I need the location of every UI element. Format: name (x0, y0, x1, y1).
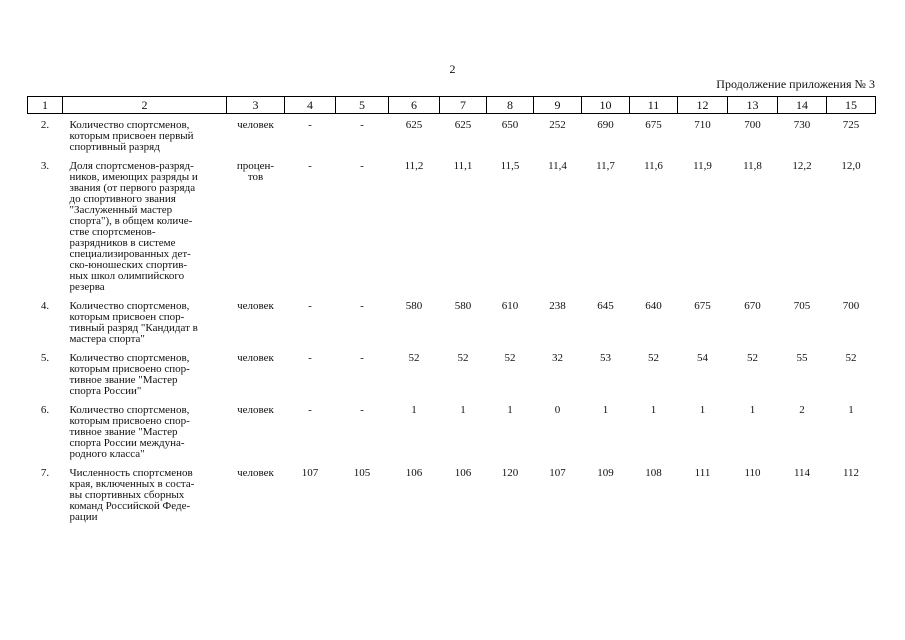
table-row (28, 397, 876, 460)
indicator-name-line: разрядников в системе (69, 237, 176, 249)
indicator-name-line: родного класса" (69, 448, 145, 460)
indicator-name-line: "Заслуженный мастер (69, 204, 173, 216)
value-cell: 54 (697, 352, 708, 364)
value-cell: 12,2 (792, 160, 812, 172)
value-cell: 52 (457, 352, 469, 364)
row-number: 2. (40, 119, 50, 131)
indicator-name-line: стве спортсменов- (69, 226, 156, 238)
value-cell: 107 (301, 467, 319, 479)
value-cell: 700 (842, 300, 860, 312)
value-cell: 1 (650, 404, 657, 416)
unit-of-measure (227, 345, 285, 397)
column-header: 13 (728, 97, 778, 114)
indicator-name-line: которым присвоен первый (69, 130, 194, 142)
value-cell: 55 (796, 352, 808, 364)
value-cell: 705 (793, 300, 811, 312)
value-cell: - (308, 300, 312, 312)
value-cell: 12,0 (841, 160, 861, 172)
value-cell: 52 (747, 352, 758, 364)
table-row (28, 153, 876, 293)
column-header: 10 (582, 97, 630, 114)
value-cell: 11,4 (548, 160, 567, 172)
column-header: 6 (389, 97, 440, 114)
indicator-name (63, 153, 227, 293)
value-cell: 710 (694, 119, 711, 131)
value-cell: 580 (405, 300, 423, 312)
row-number: 5. (40, 352, 50, 364)
page-number: 2 (449, 62, 456, 76)
value-cell: 105 (353, 467, 371, 479)
appendix-table (27, 96, 876, 523)
indicator-name-line: звания (от первого разряда (69, 182, 196, 194)
column-header: 11 (630, 97, 678, 114)
value-cell: - (360, 119, 364, 131)
value-cell: 52 (504, 352, 516, 364)
column-header: 4 (285, 97, 336, 114)
value-cell: - (360, 300, 364, 312)
value-cell: 252 (549, 119, 566, 131)
indicator-name-line: команд Российской Феде- (69, 500, 191, 512)
value-cell: 610 (501, 300, 519, 312)
indicator-name-line: резерва (69, 281, 105, 293)
column-header: 15 (827, 97, 876, 114)
unit-line: человек (237, 119, 274, 131)
value-cell: 11,1 (453, 160, 473, 172)
value-cell: 640 (645, 300, 662, 312)
value-cell: 11,6 (644, 160, 663, 172)
value-cell: 32 (552, 352, 563, 364)
unit-line: человек (237, 352, 274, 364)
value-cell: 238 (549, 300, 566, 312)
indicator-name (63, 460, 227, 523)
value-cell: 1 (848, 404, 854, 416)
value-cell: 52 (408, 352, 420, 364)
value-cell: 625 (454, 119, 472, 131)
value-cell: 0 (554, 404, 561, 416)
indicator-name-line: тивный разряд "Кандидат в (69, 322, 198, 334)
indicator-name (63, 397, 227, 460)
value-cell: - (308, 352, 312, 364)
indicator-name-line: Численность спортсменов (69, 467, 193, 479)
value-cell: 11,5 (500, 160, 520, 172)
value-cell: - (308, 404, 312, 416)
indicator-name-line: Количество спортсменов, (69, 404, 190, 416)
indicator-name-line: которым присвоен спор- (69, 311, 185, 323)
indicator-name-line: Количество спортсменов, (69, 352, 190, 364)
indicator-name-line: тивное звание "Мастер (69, 426, 178, 438)
value-cell: 1 (411, 404, 417, 416)
unit-line: человек (237, 404, 274, 416)
indicator-name-line: спортивный разряд (69, 141, 160, 153)
column-header: 1 (28, 97, 63, 114)
unit-of-measure (227, 153, 285, 293)
value-cell: - (360, 352, 364, 364)
value-cell: 580 (454, 300, 472, 312)
value-cell: 109 (597, 467, 614, 479)
unit-line: человек (237, 300, 274, 312)
indicator-name (63, 293, 227, 345)
column-number-header-row (28, 97, 876, 114)
appendix-continuation-label: Продолжение приложения № 3 (716, 77, 875, 91)
value-cell: 700 (744, 119, 761, 131)
value-cell: 1 (699, 404, 706, 416)
value-cell: 650 (501, 119, 519, 131)
table-row (28, 293, 876, 345)
table-row (28, 345, 876, 397)
unit-of-measure (227, 460, 285, 523)
indicator-name-line: ско-юношеских спортив- (69, 259, 188, 271)
value-cell: 108 (645, 467, 662, 479)
unit-line: человек (237, 467, 274, 479)
value-cell: - (308, 119, 312, 131)
indicator-name-line: специализированных дет- (69, 248, 191, 260)
unit-of-measure (227, 293, 285, 345)
value-cell: 11,9 (693, 160, 712, 172)
value-cell: 52 (648, 352, 659, 364)
unit-line: процен- (236, 160, 275, 172)
indicator-name-line: Количество спортсменов, (69, 119, 190, 131)
value-cell: - (360, 404, 364, 416)
table-row (28, 114, 876, 154)
indicator-name-line: ников, имеющих разряды и (69, 171, 198, 183)
value-cell: 106 (405, 467, 423, 479)
unit-line: тов (247, 171, 264, 183)
value-cell: 53 (600, 352, 611, 364)
indicator-name-line: Количество спортсменов, (69, 300, 190, 312)
indicator-name-line: которым присвоено спор- (69, 363, 190, 375)
column-header: 7 (440, 97, 487, 114)
column-header: 12 (678, 97, 728, 114)
indicator-name-line: ных школ олимпийского (69, 270, 185, 282)
value-cell: 106 (454, 467, 472, 479)
value-cell: 120 (501, 467, 519, 479)
indicator-name-line: рации (69, 511, 98, 523)
value-cell: 52 (845, 352, 857, 364)
value-cell: 675 (694, 300, 711, 312)
indicator-name-line: спорта России" (69, 385, 142, 397)
value-cell: 107 (549, 467, 566, 479)
value-cell: - (308, 160, 312, 172)
value-cell: - (360, 160, 364, 172)
unit-of-measure (227, 114, 285, 154)
value-cell: 675 (645, 119, 662, 131)
column-header: 8 (487, 97, 534, 114)
column-header: 2 (63, 97, 227, 114)
value-cell: 725 (842, 119, 860, 131)
indicator-name-line: Доля спортсменов-разряд- (69, 160, 194, 172)
indicator-name (63, 114, 227, 154)
value-cell: 11,8 (743, 160, 762, 172)
value-cell: 2 (799, 404, 805, 416)
value-cell: 645 (597, 300, 614, 312)
column-header: 14 (778, 97, 827, 114)
column-header: 3 (227, 97, 285, 114)
indicator-name-line: тивное звание "Мастер (69, 374, 178, 386)
table-body (28, 114, 876, 524)
column-header: 5 (336, 97, 389, 114)
value-cell: 670 (744, 300, 761, 312)
value-cell: 730 (793, 119, 811, 131)
value-cell: 111 (694, 467, 711, 479)
indicator-name-line: спорта России междуна- (69, 437, 185, 449)
indicator-name-line: вы спортивных сборных (69, 489, 185, 501)
value-cell: 1 (749, 404, 756, 416)
value-cell: 1 (602, 404, 609, 416)
table-row (28, 460, 876, 523)
value-cell: 112 (842, 467, 860, 479)
row-number: 4. (40, 300, 50, 312)
indicator-name-line: спорта"), в общем количе- (69, 215, 193, 227)
unit-of-measure (227, 397, 285, 460)
value-cell: 625 (405, 119, 423, 131)
indicator-name-line: которым присвоено спор- (69, 415, 190, 427)
value-cell: 1 (507, 404, 513, 416)
value-cell: 114 (793, 467, 811, 479)
indicator-name-line: мастера спорта" (69, 333, 145, 345)
row-number: 7. (40, 467, 50, 479)
value-cell: 11,7 (596, 160, 615, 172)
value-cell: 110 (744, 467, 761, 479)
value-cell: 11,2 (404, 160, 424, 172)
indicator-name (63, 345, 227, 397)
indicator-name-line: края, включенных в соста- (69, 478, 195, 490)
value-cell: 690 (597, 119, 614, 131)
row-number: 3. (40, 160, 50, 172)
value-cell: 1 (460, 404, 466, 416)
column-header: 9 (534, 97, 582, 114)
row-number: 6. (40, 404, 50, 416)
indicator-name-line: до спортивного звания (69, 193, 176, 205)
